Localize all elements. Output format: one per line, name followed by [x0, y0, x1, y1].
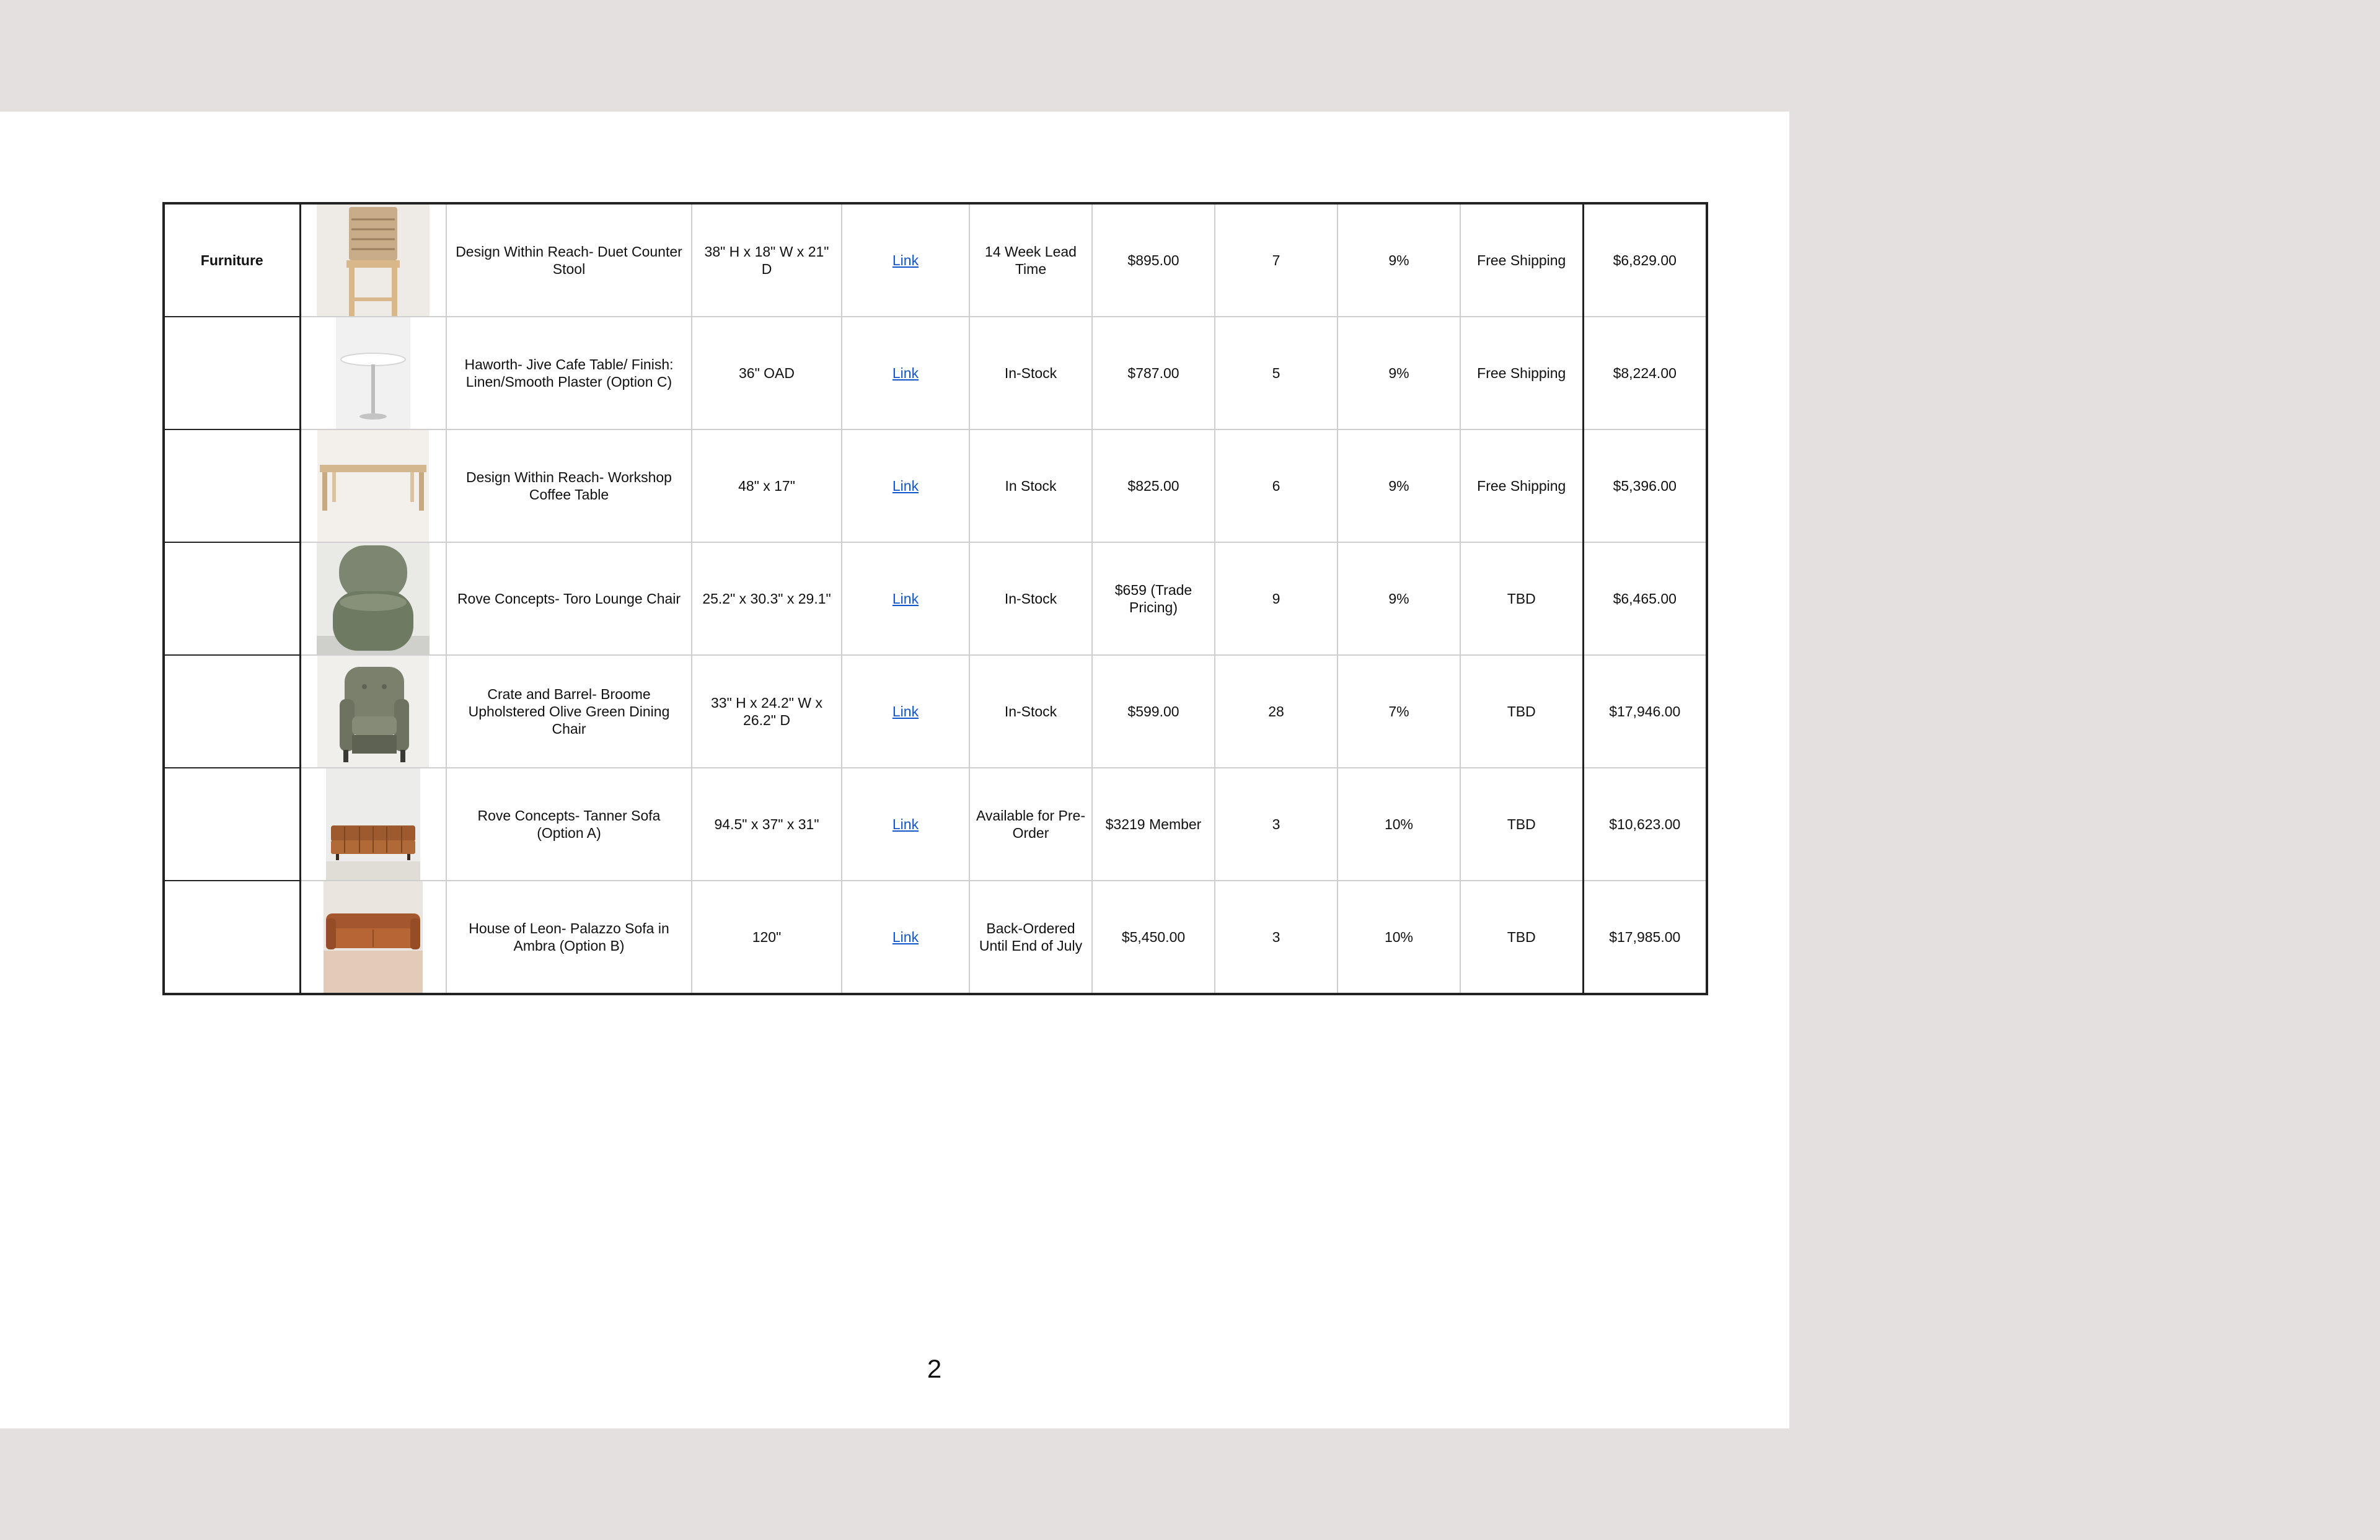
category-cell: Furniture	[164, 203, 300, 317]
lounge-chair-icon	[317, 543, 430, 654]
category-cell	[164, 768, 300, 881]
dimensions: 38" H x 18" W x 21" D	[692, 203, 842, 317]
table-row	[164, 881, 1707, 994]
availability: In Stock	[969, 429, 1092, 542]
shipping: TBD	[1460, 655, 1583, 768]
shipping: TBD	[1460, 768, 1583, 881]
tax-rate: 10%	[1338, 881, 1460, 994]
shipping: TBD	[1460, 881, 1583, 994]
availability: In-Stock	[969, 655, 1092, 768]
tax-rate: 9%	[1338, 429, 1460, 542]
product-name: Crate and Barrel- Broome Upholstered Olive Green Dining Chair	[446, 655, 692, 768]
product-link-cell	[842, 317, 969, 429]
counter-stool-icon	[317, 205, 430, 316]
category-cell	[164, 317, 300, 429]
tax-rate: 9%	[1338, 317, 1460, 429]
product-link[interactable]: Link	[892, 365, 919, 381]
category-cell	[164, 542, 300, 655]
category-cell	[164, 881, 300, 994]
tax-rate: 9%	[1338, 203, 1460, 317]
line-total: $8,224.00	[1583, 317, 1707, 429]
line-total: $10,623.00	[1583, 768, 1707, 881]
furniture-table	[162, 202, 1708, 995]
product-link-cell	[842, 881, 969, 994]
product-link[interactable]: Link	[892, 591, 919, 607]
product-link[interactable]: Link	[892, 703, 919, 719]
product-link[interactable]: Link	[892, 929, 919, 945]
shipping: Free Shipping	[1460, 429, 1583, 542]
unit-price: $599.00	[1092, 655, 1215, 768]
table-row	[164, 203, 1707, 317]
availability: Back-Ordered Until End of July	[969, 881, 1092, 994]
tax-rate: 7%	[1338, 655, 1460, 768]
line-total: $6,829.00	[1583, 203, 1707, 317]
product-name: Design Within Reach- Workshop Coffee Table	[446, 429, 692, 542]
quantity: 6	[1215, 429, 1338, 542]
cafe-table-icon	[336, 317, 410, 429]
product-link[interactable]: Link	[892, 252, 919, 268]
product-image-cell	[300, 768, 446, 881]
availability: In-Stock	[969, 317, 1092, 429]
quantity: 7	[1215, 203, 1338, 317]
coffee-table-icon	[317, 430, 429, 542]
product-name: Design Within Reach- Duet Counter Stool	[446, 203, 692, 317]
product-image-cell	[300, 429, 446, 542]
document-page	[0, 112, 1789, 1428]
dining-chair-icon	[317, 656, 429, 767]
unit-price: $825.00	[1092, 429, 1215, 542]
availability: In-Stock	[969, 542, 1092, 655]
unit-price: $659 (Trade Pricing)	[1092, 542, 1215, 655]
shipping: TBD	[1460, 542, 1583, 655]
shipping: Free Shipping	[1460, 317, 1583, 429]
palazzo-sofa-icon	[324, 881, 423, 993]
product-link-cell	[842, 768, 969, 881]
category-cell	[164, 429, 300, 542]
dimensions: 48" x 17"	[692, 429, 842, 542]
product-link-cell	[842, 542, 969, 655]
line-total: $5,396.00	[1583, 429, 1707, 542]
unit-price: $3219 Member	[1092, 768, 1215, 881]
product-image-cell	[300, 881, 446, 994]
product-link[interactable]: Link	[892, 816, 919, 832]
product-image-cell	[300, 317, 446, 429]
table-row	[164, 768, 1707, 881]
line-total: $17,946.00	[1583, 655, 1707, 768]
tax-rate: 10%	[1338, 768, 1460, 881]
dimensions: 36" OAD	[692, 317, 842, 429]
product-image-cell	[300, 655, 446, 768]
quantity: 9	[1215, 542, 1338, 655]
table-row	[164, 655, 1707, 768]
product-link[interactable]: Link	[892, 478, 919, 494]
line-total: $17,985.00	[1583, 881, 1707, 994]
table-row	[164, 317, 1707, 429]
shipping: Free Shipping	[1460, 203, 1583, 317]
page-number: 2	[927, 1354, 942, 1383]
product-name: Rove Concepts- Toro Lounge Chair	[446, 542, 692, 655]
dimensions: 25.2" x 30.3" x 29.1"	[692, 542, 842, 655]
tax-rate: 9%	[1338, 542, 1460, 655]
unit-price: $895.00	[1092, 203, 1215, 317]
line-total: $6,465.00	[1583, 542, 1707, 655]
unit-price: $787.00	[1092, 317, 1215, 429]
product-link-cell	[842, 203, 969, 317]
product-name: Haworth- Jive Cafe Table/ Finish: Linen/Smooth Plaster (Option C)	[446, 317, 692, 429]
product-name: House of Leon- Palazzo Sofa in Ambra (Option B)	[446, 881, 692, 994]
product-image-cell	[300, 203, 446, 317]
category-cell	[164, 655, 300, 768]
table-row	[164, 542, 1707, 655]
unit-price: $5,450.00	[1092, 881, 1215, 994]
product-image-cell	[300, 542, 446, 655]
availability: Available for Pre-Order	[969, 768, 1092, 881]
quantity: 3	[1215, 881, 1338, 994]
availability: 14 Week Lead Time	[969, 203, 1092, 317]
dimensions: 120"	[692, 881, 842, 994]
dimensions: 94.5" x 37" x 31"	[692, 768, 842, 881]
quantity: 28	[1215, 655, 1338, 768]
quantity: 5	[1215, 317, 1338, 429]
product-link-cell	[842, 429, 969, 542]
quantity: 3	[1215, 768, 1338, 881]
product-name: Rove Concepts- Tanner Sofa (Option A)	[446, 768, 692, 881]
tanner-sofa-icon	[326, 768, 420, 880]
dimensions: 33" H x 24.2" W x 26.2" D	[692, 655, 842, 768]
product-link-cell	[842, 655, 969, 768]
table-row	[164, 429, 1707, 542]
